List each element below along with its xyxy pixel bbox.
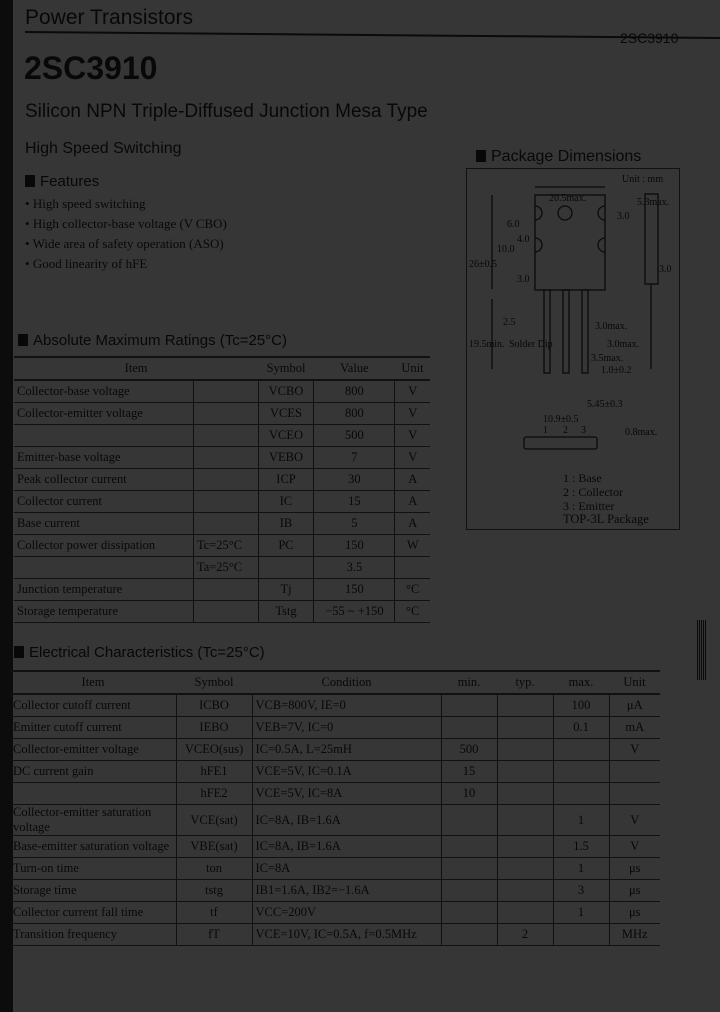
value-cell: 5 — [314, 513, 395, 535]
min-cell: 15 — [441, 761, 497, 783]
unit-cell: V — [395, 447, 430, 469]
dim-label: 26±0.5 — [469, 259, 497, 270]
dim-label: 2.5 — [503, 317, 516, 328]
symbol-cell: IB — [258, 513, 314, 535]
table-header — [10, 671, 660, 694]
unit-cell: μs — [609, 858, 660, 880]
typ-cell: 2 — [497, 924, 553, 946]
max-cell: 100 — [553, 694, 609, 717]
col-header: Value — [314, 357, 395, 380]
item-cell: Turn-on time — [10, 858, 176, 880]
value-cell: 7 — [314, 447, 395, 469]
table-row — [14, 579, 430, 601]
table-row — [14, 403, 430, 425]
condition-cell: IC=8A — [252, 858, 441, 880]
symbol-cell: hFE1 — [176, 761, 252, 783]
item-cell: Base-emitter saturation voltage — [10, 836, 176, 858]
condition-cell: Ta=25°C — [193, 557, 258, 579]
table-row — [10, 924, 660, 946]
unit-cell: MHz — [609, 924, 660, 946]
symbol-cell: tstg — [176, 880, 252, 902]
condition-cell: IC=8A, IB=1.6A — [252, 805, 441, 836]
dim-label: 3.0 — [659, 264, 672, 275]
unit-cell: V — [609, 739, 660, 761]
dim-label: 1.0±0.2 — [601, 365, 632, 376]
table-row — [14, 469, 430, 491]
dim-label: 3.0 — [517, 274, 530, 285]
typ-cell — [497, 739, 553, 761]
table-row — [10, 739, 660, 761]
unit-cell: °C — [395, 579, 430, 601]
condition-cell: VCC=200V — [252, 902, 441, 924]
unit-cell: μs — [609, 880, 660, 902]
max-cell — [553, 739, 609, 761]
table-row — [10, 880, 660, 902]
condition-cell — [193, 425, 258, 447]
unit-cell: A — [395, 513, 430, 535]
page-title: 2SC3910 — [24, 50, 158, 86]
symbol-cell: IC — [258, 491, 314, 513]
item-cell — [14, 425, 193, 447]
condition-cell — [193, 491, 258, 513]
symbol-cell: VCEO — [258, 425, 314, 447]
max-cell: 1.5 — [553, 836, 609, 858]
condition-cell — [193, 469, 258, 491]
dim-label: 3.5max. — [591, 353, 624, 364]
table-row — [10, 805, 660, 836]
min-cell — [441, 924, 497, 946]
dim-label: 10.0 — [497, 244, 515, 255]
condition-cell: IC=0.5A, L=25mH — [252, 739, 441, 761]
value-cell: 30 — [314, 469, 395, 491]
pin-label: 1 : Base — [563, 471, 602, 485]
table-row — [14, 513, 430, 535]
symbol-cell: VBE(sat) — [176, 836, 252, 858]
symbol-cell: VCES — [258, 403, 314, 425]
typ-cell — [497, 902, 553, 924]
dim-label: 3.0max. — [595, 321, 628, 332]
unit-cell: W — [395, 535, 430, 557]
col-header: max. — [553, 671, 609, 694]
symbol-cell: VEBO — [258, 447, 314, 469]
item-cell: Transition frequency — [10, 924, 176, 946]
item-cell: Collector-emitter voltage — [10, 739, 176, 761]
typ-cell — [497, 836, 553, 858]
features-heading: Features — [25, 173, 99, 190]
dim-label: 5.3max. — [637, 197, 670, 208]
min-cell — [441, 805, 497, 836]
table-row — [10, 836, 660, 858]
condition-cell: VCE=10V, IC=0.5A, f=0.5MHz — [252, 924, 441, 946]
symbol-cell: VCBO — [258, 380, 314, 403]
min-cell — [441, 858, 497, 880]
table-row — [10, 783, 660, 805]
table-row — [14, 557, 430, 579]
abs-max-table — [14, 356, 430, 623]
symbol-cell: fT — [176, 924, 252, 946]
typ-cell — [497, 805, 553, 836]
unit-cell — [609, 761, 660, 783]
typ-cell — [497, 783, 553, 805]
value-cell: −55 ~ +150 — [314, 601, 395, 623]
value-cell: 800 — [314, 380, 395, 403]
unit-cell: μA — [609, 694, 660, 717]
max-cell — [553, 924, 609, 946]
col-header: Item — [14, 357, 258, 380]
condition-cell: VCB=800V, IE=0 — [252, 694, 441, 717]
feature-item: • High speed switching — [25, 196, 146, 211]
max-cell: 0.1 — [553, 717, 609, 739]
pin-label: 3 : Emitter — [563, 499, 615, 513]
condition-cell: VEB=7V, IC=0 — [252, 717, 441, 739]
table-row — [14, 425, 430, 447]
table-header — [14, 357, 430, 380]
condition-cell — [193, 579, 258, 601]
table-row — [10, 694, 660, 717]
dim-label: 0.8max. — [625, 427, 658, 438]
table-row — [10, 717, 660, 739]
elec-heading: Electrical Characteristics (Tc=25°C) — [14, 644, 265, 661]
symbol-cell: PC — [258, 535, 314, 557]
item-cell: Collector-base voltage — [14, 380, 193, 403]
item-cell: Emitter-base voltage — [14, 447, 193, 469]
unit-cell: mA — [609, 717, 660, 739]
table-row — [10, 761, 660, 783]
abs-max-heading: Absolute Maximum Ratings (Tc=25°C) — [18, 332, 287, 349]
unit-cell: °C — [395, 601, 430, 623]
dim-label: Solder Dip — [509, 339, 553, 350]
col-header: Symbol — [258, 357, 314, 380]
symbol-cell: VCE(sat) — [176, 805, 252, 836]
max-cell: 1 — [553, 902, 609, 924]
symbol-cell: hFE2 — [176, 783, 252, 805]
dim-label: 20.5max. — [549, 193, 587, 204]
pin-number: 3 — [581, 425, 586, 436]
item-cell: Junction temperature — [14, 579, 193, 601]
dim-label: 4.0 — [517, 234, 530, 245]
symbol-cell: VCEO(sus) — [176, 739, 252, 761]
symbol-cell: Tstg — [258, 601, 314, 623]
col-header: Unit — [609, 671, 660, 694]
col-header: Item — [10, 671, 176, 694]
min-cell — [441, 902, 497, 924]
condition-cell: VCE=5V, IC=0.1A — [252, 761, 441, 783]
value-cell: 150 — [314, 579, 395, 601]
unit-cell: V — [395, 380, 430, 403]
item-cell: Base current — [14, 513, 193, 535]
table-row — [14, 535, 430, 557]
package-name: TOP-3L Package — [563, 512, 649, 526]
table-row — [10, 858, 660, 880]
dim-label: 5.45±0.3 — [587, 399, 623, 410]
unit-cell: A — [395, 469, 430, 491]
item-cell: Collector cutoff current — [10, 694, 176, 717]
elec-table — [10, 670, 660, 946]
item-cell: Emitter cutoff current — [10, 717, 176, 739]
table-row — [14, 447, 430, 469]
item-cell: Collector current — [14, 491, 193, 513]
col-header: min. — [441, 671, 497, 694]
value-cell: 3.5 — [314, 557, 395, 579]
max-cell — [553, 761, 609, 783]
condition-cell: IB1=1.6A, IB2=−1.6A — [252, 880, 441, 902]
item-cell: Collector current fall time — [10, 902, 176, 924]
dim-label: 6.0 — [507, 219, 520, 230]
unit-cell: A — [395, 491, 430, 513]
min-cell — [441, 694, 497, 717]
col-header: Symbol — [176, 671, 252, 694]
symbol-cell: IEBO — [176, 717, 252, 739]
col-header: typ. — [497, 671, 553, 694]
item-cell — [10, 783, 176, 805]
typ-cell — [497, 761, 553, 783]
item-cell: Storage temperature — [14, 601, 193, 623]
pin-number: 2 — [563, 425, 568, 436]
pin-label: 2 : Collector — [563, 485, 623, 499]
symbol-cell: tf — [176, 902, 252, 924]
dim-label: 10.9±0.5 — [543, 414, 579, 425]
min-cell: 10 — [441, 783, 497, 805]
typ-cell — [497, 694, 553, 717]
unit-label: Unit : mm — [622, 174, 664, 185]
item-cell — [14, 557, 193, 579]
typ-cell — [497, 880, 553, 902]
item-cell: Collector-emitter saturation voltage — [10, 805, 176, 836]
unit-cell: V — [395, 403, 430, 425]
subtitle: Silicon NPN Triple-Diffused Junction Mesa Type — [25, 101, 428, 122]
table-row — [14, 380, 430, 403]
condition-cell: IC=8A, IB=1.6A — [252, 836, 441, 858]
unit-cell — [395, 557, 430, 579]
condition-cell: Tc=25°C — [193, 535, 258, 557]
col-header: Condition — [252, 671, 441, 694]
feature-item: • High collector-base voltage (V CBO) — [25, 216, 227, 231]
value-cell: 150 — [314, 535, 395, 557]
dim-label: 3.0 — [617, 211, 630, 222]
condition-cell — [193, 380, 258, 403]
scan-marks — [697, 620, 707, 680]
header-rule — [25, 31, 720, 39]
symbol-cell: Tj — [258, 579, 314, 601]
dim-label: 19.5min. — [469, 339, 505, 350]
condition-cell: VCE=5V, IC=8A — [252, 783, 441, 805]
symbol-cell: ICBO — [176, 694, 252, 717]
max-cell — [553, 783, 609, 805]
value-cell: 800 — [314, 403, 395, 425]
unit-cell — [609, 783, 660, 805]
item-cell: DC current gain — [10, 761, 176, 783]
min-cell — [441, 836, 497, 858]
symbol-cell: ton — [176, 858, 252, 880]
pin-number: 1 — [543, 425, 548, 436]
value-cell: 500 — [314, 425, 395, 447]
condition-cell — [193, 601, 258, 623]
unit-cell: V — [395, 425, 430, 447]
feature-item: • Wide area of safety operation (ASO) — [25, 236, 224, 251]
max-cell: 3 — [553, 880, 609, 902]
unit-cell: V — [609, 836, 660, 858]
min-cell: 500 — [441, 739, 497, 761]
symbol-cell: ICP — [258, 469, 314, 491]
min-cell — [441, 880, 497, 902]
item-cell: Peak collector current — [14, 469, 193, 491]
dim-label: 3.0max. — [607, 339, 640, 350]
max-cell: 1 — [553, 858, 609, 880]
unit-cell: V — [609, 805, 660, 836]
category-header: Power Transistors — [25, 6, 194, 29]
item-cell: Collector power dissipation — [14, 535, 193, 557]
condition-cell — [193, 403, 258, 425]
package-drawing — [466, 168, 680, 530]
application: High Speed Switching — [25, 140, 182, 157]
unit-cell: μs — [609, 902, 660, 924]
item-cell: Collector-emitter voltage — [14, 403, 193, 425]
table-row — [10, 902, 660, 924]
min-cell — [441, 717, 497, 739]
item-cell: Storage time — [10, 880, 176, 902]
symbol-cell — [258, 557, 314, 579]
feature-item: • Good linearity of hFE — [25, 256, 148, 271]
table-row — [14, 491, 430, 513]
typ-cell — [497, 717, 553, 739]
typ-cell — [497, 858, 553, 880]
col-header: Unit — [395, 357, 430, 380]
package-heading: Package Dimensions — [476, 148, 641, 166]
value-cell: 15 — [314, 491, 395, 513]
condition-cell — [193, 447, 258, 469]
table-row — [14, 601, 430, 623]
condition-cell — [193, 513, 258, 535]
max-cell: 1 — [553, 805, 609, 836]
